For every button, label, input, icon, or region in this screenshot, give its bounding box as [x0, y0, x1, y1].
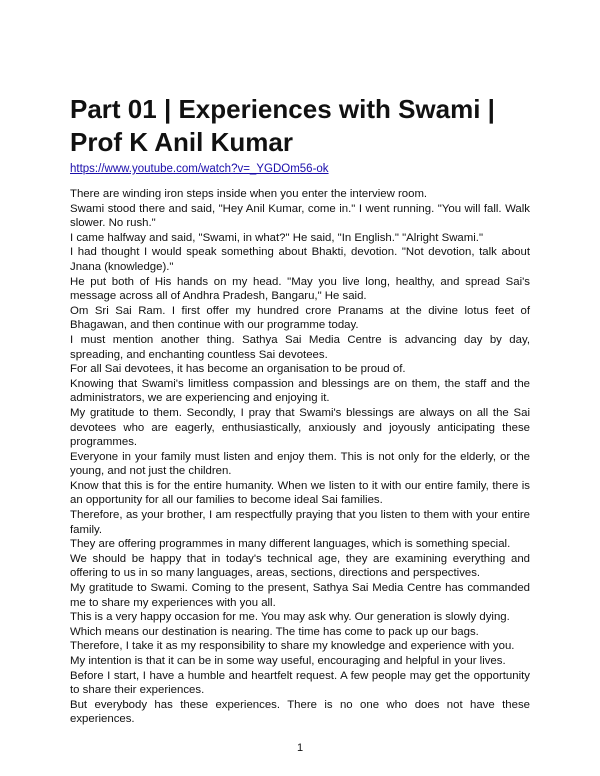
youtube-link[interactable]: https://www.youtube.com/watch?v=_YGDOm56-ok	[70, 163, 329, 175]
paragraph: Therefore, as your brother, I am respectfully praying that you listen to them with your entire family.	[70, 509, 530, 536]
paragraph: Before I start, I have a humble and heartfelt request. A few people may get the opportunity to share their experiences.	[70, 669, 530, 697]
paragraph: Know that this is for the entire humanity. When we listen to it with our entire family, there is an opportunity for all our families to become ideal Sai families.	[70, 479, 530, 507]
paragraph: We should be happy that in today's technical age, they are examining everything and offering to us in so many languages, areas, sections, directions and perspectives.	[70, 552, 530, 580]
page-title: Part 01 | Experiences with Swami | Prof K Anil Kumar	[70, 94, 495, 157]
paragraph: Swami stood there and said, "Hey Anil Kumar, come in." I went running. "You will fall. Walk slower. No rush."	[70, 202, 530, 230]
paragraph: They are offering programmes in many different languages, which is something special.	[70, 538, 511, 551]
paragraph: This is a very happy occasion for me. You may ask why. Our generation is slowly dying.	[70, 611, 510, 624]
paragraph: Therefore, I take it as my responsibility to share my knowledge and experience with you.	[70, 640, 515, 653]
paragraph: He put both of His hands on my head. "May you live long, healthy, and spread Sai's message across all of Andhra Pradesh, Bangaru," He said.	[70, 275, 530, 303]
document-body	[70, 187, 530, 727]
paragraph: For all Sai devotees, it has become an organisation to be proud of.	[70, 363, 406, 376]
paragraph: My intention is that it can be in some way useful, encouraging and helpful in your lives.	[70, 655, 506, 667]
paragraph: Everyone in your family must listen and enjoy them. This is not only for the elderly, or the young, and not just the children.	[70, 450, 530, 478]
paragraph: I must mention another thing. Sathya Sai Media Centre is advancing day by day, spreading, and enchanting countless Sai devotees.	[70, 333, 530, 361]
paragraph: Which means our destination is nearing. The time has come to pack up our bags.	[70, 625, 479, 638]
paragraph: There are winding iron steps inside when you enter the interview room.	[70, 188, 428, 200]
paragraph: My gratitude to Swami. Coming to the present, Sathya Sai Media Centre has commanded me to share my experiences with you all.	[70, 582, 530, 609]
paragraph: Om Sri Sai Ram. I first offer my hundred crore Pranams at the divine lotus feet of Bhagawan, and then continue with our programme today.	[70, 304, 530, 332]
paragraph: Knowing that Swami's limitless compassion and blessings are on them, the staff and the administrators, we are experiencing and enjoying it.	[70, 377, 530, 405]
page-number: 1	[296, 742, 304, 754]
paragraph: I came halfway and said, "Swami, in what?" He said, "In English." "Alright Swami."	[70, 231, 483, 244]
paragraph: My gratitude to them. Secondly, I pray that Swami's blessings are always on all the Sai devotees who are eagerly, enthusiastically, anxiously and joyously anticipating these programmes.	[70, 406, 530, 449]
paragraph: I had thought I would speak something about Bhakti, devotion. "Not devotion, talk about Jnana (knowledge)."	[70, 246, 530, 273]
paragraph: But everybody has these experiences. There is no one who does not have these experiences.	[70, 698, 530, 726]
